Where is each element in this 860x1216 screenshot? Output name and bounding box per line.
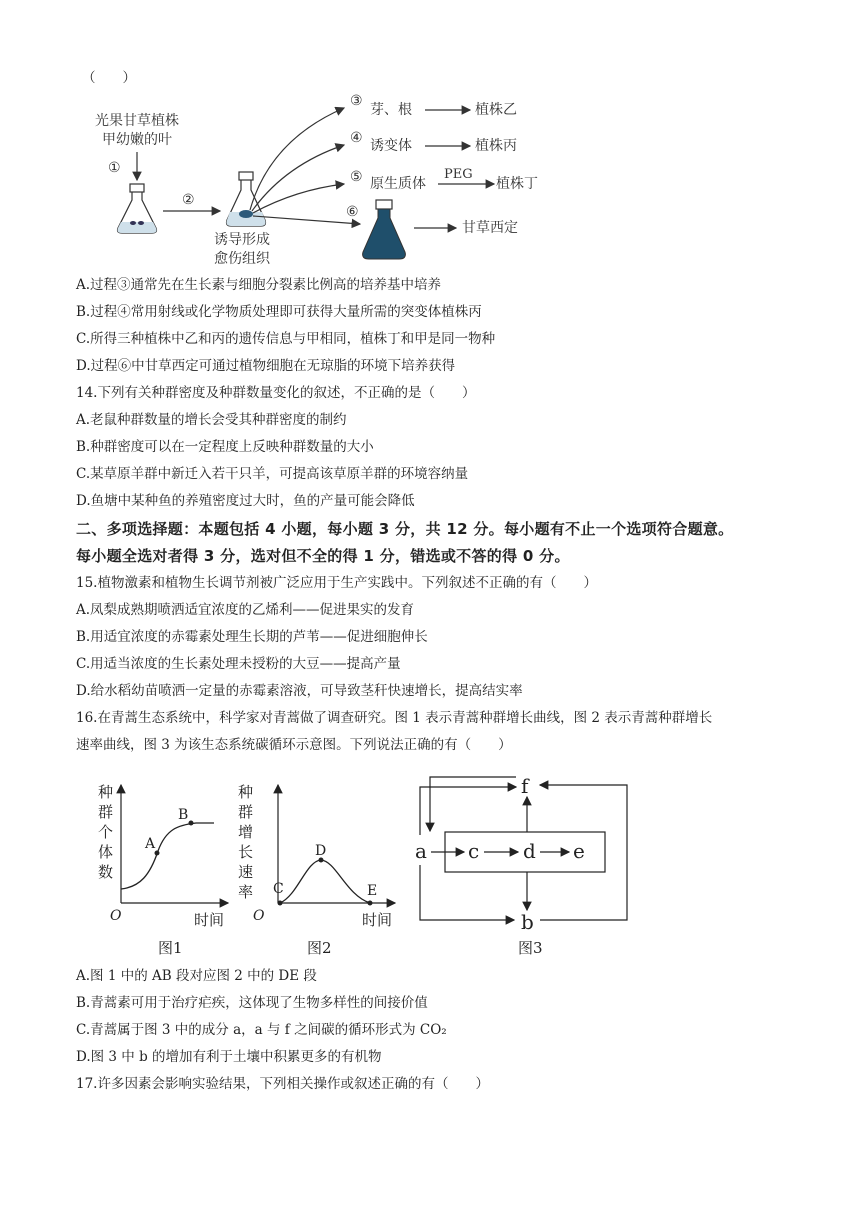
fig3-node-b: b: [521, 910, 534, 934]
q15-option-b: B.用适宜浓度的赤霉素处理生长期的芦苇——促进细胞伸长: [76, 629, 428, 645]
tissue-culture-diagram: [0, 0, 860, 280]
fig1-point-b: [189, 821, 194, 826]
arrow-step5: [253, 184, 344, 213]
q16-option-d: D.图 3 中 b 的增加有利于土壤中积累更多的有机物: [76, 1049, 382, 1065]
q13-option-c: C.所得三种植株中乙和丙的遗传信息与甲相同，植株丁和甲是同一物种: [76, 331, 496, 347]
fig1-xlabel: 时间: [194, 911, 225, 929]
fig1-label-a: A: [145, 836, 156, 852]
fig1-curve: [121, 823, 214, 889]
step3-label: ③: [350, 93, 363, 109]
q16-option-a: A.图 1 中的 AB 段对应图 2 中的 DE 段: [76, 968, 317, 984]
step2-label: ②: [182, 192, 195, 208]
fig3-node-e: e: [573, 839, 585, 863]
fig1-origin: O: [110, 908, 122, 924]
fig2-label-d: D: [315, 843, 327, 859]
out3-label: 植株乙: [475, 102, 517, 118]
q16-stem-line1: 16.在青蒿生态系统中，科学家对青蒿做了调查研究。图 1 表示青蒿种群增长曲线，图 2 表示青蒿种群增长: [76, 710, 713, 726]
fig1-ylabel-3: 个: [98, 823, 114, 841]
step6-label: ⑥: [346, 204, 359, 220]
fig1-label-b: B: [178, 807, 189, 823]
peg-label: PEG: [444, 167, 473, 182]
branch4-label: 诱变体: [370, 138, 412, 154]
flask-3: [363, 200, 406, 259]
question-13-paren: （ ）: [82, 70, 136, 86]
source-label-1: 光果甘草植株: [95, 113, 179, 129]
flask-2: [227, 172, 266, 226]
flask-1: [118, 184, 157, 233]
source-label-2: 甲幼嫩的叶: [102, 132, 172, 148]
fig2-ylabel-5: 速: [238, 863, 254, 881]
q14-option-a: A.老鼠种群数量的增长会受其种群密度的制约: [76, 412, 347, 428]
fig2-ylabel-2: 群: [238, 803, 254, 821]
out4-label: 植株丙: [475, 138, 517, 154]
fig2-ylabel-1: 种: [238, 783, 254, 801]
arrow-step6: [253, 216, 360, 224]
fig2-curve: [280, 860, 370, 903]
fig2-caption: 图2: [307, 939, 332, 957]
q16-option-c: C.青蒿属于图 3 中的成分 a，a 与 f 之间碳的循环形式为 CO₂: [76, 1022, 447, 1038]
figure-3: [415, 774, 627, 957]
figure-1: [98, 783, 228, 957]
fig2-origin: O: [253, 908, 265, 924]
branch5-label: 原生质体: [370, 176, 426, 192]
fig3-node-a: a: [415, 839, 427, 863]
q14-option-b: B.种群密度可以在一定程度上反映种群数量的大小: [76, 439, 374, 455]
fig1-point-a: [155, 851, 160, 856]
fig3-node-f: f: [521, 774, 529, 798]
fig3-node-d: d: [523, 839, 536, 863]
fig2-point-c: [278, 901, 283, 906]
fig1-ylabel-5: 数: [98, 863, 114, 881]
q15-option-a: A.凤梨成熟期喷洒适宜浓度的乙烯利——促进果实的发育: [76, 602, 415, 618]
q14-option-d: D.鱼塘中某种鱼的养殖密度过大时，鱼的产量可能会降低: [76, 493, 415, 509]
callus-label-2: 愈伤组织: [214, 251, 270, 267]
q15-stem: 15.植物激素和植物生长调节剂被广泛应用于生产实践中。下列叙述不正确的有（ ）: [76, 575, 597, 591]
fig3-caption: 图3: [518, 939, 543, 957]
fig2-label-c: C: [273, 881, 284, 897]
q13-option-d: D.过程⑥中甘草西定可通过植物细胞在无琼脂的环境下培养获得: [76, 358, 456, 374]
figure-2: [238, 783, 395, 957]
q15-option-d: D.给水稻幼苗喷洒一定量的赤霉素溶液，可导致茎秆快速增长，提高结实率: [76, 683, 523, 699]
q16-option-b: B.青蒿素可用于治疗疟疾，这体现了生物多样性的间接价值: [76, 995, 428, 1011]
step1-label: ①: [108, 160, 121, 176]
q14-stem: 14.下列有关种群密度及种群数量变化的叙述，不正确的是（ ）: [76, 385, 476, 401]
arrow-step4: [252, 145, 344, 211]
q17-stem: 17.许多因素会影响实验结果，下列相关操作或叙述正确的有（ ）: [76, 1076, 489, 1092]
fig1-ylabel-1: 种: [98, 783, 114, 801]
fig1-ylabel-4: 体: [98, 843, 114, 861]
fig2-ylabel-4: 长: [238, 843, 254, 861]
fig3-node-c: c: [468, 839, 480, 863]
step4-label: ④: [350, 130, 363, 146]
fig2-xlabel: 时间: [362, 911, 393, 929]
out5-label: 植株丁: [496, 176, 538, 192]
step5-label: ⑤: [350, 169, 363, 185]
q13-option-b: B.过程④常用射线或化学物质处理即可获得大量所需的突变体植株丙: [76, 304, 482, 320]
callus-label-1: 诱导形成: [214, 232, 270, 248]
fig1-ylabel-2: 群: [98, 803, 114, 821]
section2-heading-line2: 每小题全选对者得 3 分，选对但不全的得 1 分，错选或不答的得 0 分。: [76, 547, 570, 565]
fig2-label-e: E: [367, 883, 378, 899]
section2-heading-line1: 二、多项选择题：本题包括 4 小题，每小题 3 分，共 12 分。每小题有不止一个选项符合题意。: [76, 520, 734, 538]
q13-option-a: A.过程③通常先在生长素与细胞分裂素比例高的培养基中培养: [76, 277, 442, 293]
fig2-ylabel-3: 增: [238, 823, 254, 841]
q14-option-c: C.某草原羊群中新迁入若干只羊，可提高该草原羊群的环境容纳量: [76, 466, 469, 482]
fig2-point-e: [368, 901, 373, 906]
branch3-label: 芽、根: [370, 102, 412, 118]
fig1-caption: 图1: [158, 939, 183, 957]
q16-stem-line2: 速率曲线，图 3 为该生态系统碳循环示意图。下列说法正确的有（ ）: [76, 737, 512, 753]
fig2-ylabel-6: 率: [238, 883, 254, 901]
q16-figures: [0, 765, 860, 965]
out6-label: 甘草西定: [462, 220, 518, 236]
q15-option-c: C.用适当浓度的生长素处理未授粉的大豆——提高产量: [76, 656, 401, 672]
